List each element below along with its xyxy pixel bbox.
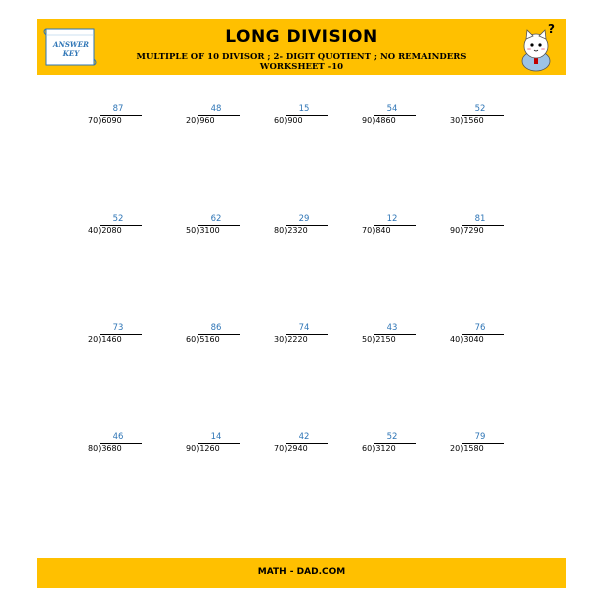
dividend: 1260	[199, 444, 220, 453]
divisor-dividend	[88, 226, 148, 236]
divisor: 40	[450, 335, 461, 344]
division-problem	[186, 104, 246, 128]
divisor-dividend	[362, 226, 422, 236]
divisor: 30	[274, 335, 285, 344]
divisor: 60	[186, 335, 197, 344]
quotient-answer: 52	[112, 214, 124, 224]
dividend: 6090	[101, 116, 122, 125]
division-problem	[274, 104, 334, 128]
dividend: 2940	[287, 444, 308, 453]
divisor-dividend	[362, 116, 422, 126]
subtitle-line2: WORKSHEET -10	[259, 62, 344, 72]
divisor: 70	[88, 116, 99, 125]
bracket-symbol: )	[284, 226, 288, 235]
divisor: 80	[88, 444, 99, 453]
quotient-answer: 81	[474, 214, 486, 224]
divisor: 60	[362, 444, 373, 453]
division-problem	[186, 214, 246, 238]
divisor: 80	[274, 226, 285, 235]
quotient-answer: 52	[386, 432, 398, 442]
dividend: 1580	[463, 444, 484, 453]
bracket-symbol: )	[460, 444, 464, 453]
dividend: 900	[287, 116, 303, 125]
divisor-dividend	[450, 116, 510, 126]
footer-text: MATH - DAD.COM	[257, 567, 346, 577]
division-problem	[274, 323, 334, 347]
quotient-answer: 73	[112, 323, 124, 333]
divisor-dividend	[186, 226, 246, 236]
bracket-symbol: )	[196, 116, 200, 125]
dividend: 1460	[101, 335, 122, 344]
dividend: 2320	[287, 226, 308, 235]
divisor: 90	[362, 116, 373, 125]
divisor-dividend	[186, 116, 246, 126]
footer-banner	[37, 558, 566, 588]
division-problem	[88, 432, 148, 456]
quotient-answer: 79	[474, 432, 486, 442]
divisor: 60	[274, 116, 285, 125]
quotient-answer: 42	[298, 432, 310, 442]
divisor-dividend	[450, 444, 510, 454]
quotient-answer: 52	[474, 104, 486, 114]
dividend: 2080	[101, 226, 122, 235]
divisor: 50	[362, 335, 373, 344]
quotient-answer: 74	[298, 323, 310, 333]
dividend: 1560	[463, 116, 484, 125]
divisor-dividend	[186, 444, 246, 454]
divisor-dividend	[450, 226, 510, 236]
quotient-answer: 76	[474, 323, 486, 333]
bracket-symbol: )	[460, 116, 464, 125]
dividend: 960	[199, 116, 215, 125]
bracket-symbol: )	[284, 116, 288, 125]
quotient-answer: 54	[386, 104, 398, 114]
quotient-answer: 62	[210, 214, 222, 224]
bracket-symbol: )	[98, 226, 102, 235]
division-problem	[450, 104, 510, 128]
divisor-dividend	[274, 444, 334, 454]
dividend: 3680	[101, 444, 122, 453]
division-problem	[362, 432, 422, 456]
page-title: LONG DIVISION	[225, 27, 378, 47]
bracket-symbol: )	[372, 226, 376, 235]
divisor: 90	[450, 226, 461, 235]
quotient-answer: 46	[112, 432, 124, 442]
quotient-answer: 29	[298, 214, 310, 224]
bracket-symbol: )	[196, 444, 200, 453]
division-problem	[88, 214, 148, 238]
bracket-symbol: )	[98, 335, 102, 344]
division-problem	[450, 432, 510, 456]
bracket-symbol: )	[460, 335, 464, 344]
divisor-dividend	[362, 444, 422, 454]
division-problem	[274, 214, 334, 238]
badge-line1: ANSWER	[53, 40, 89, 49]
dividend: 7290	[463, 226, 484, 235]
division-problem	[450, 214, 510, 238]
divisor: 20	[450, 444, 461, 453]
subtitle-line1: MULTIPLE OF 10 DIVISOR ; 2- DIGIT QUOTIENT ; NO REMAINDERS	[136, 52, 467, 62]
quotient-answer: 15	[298, 104, 310, 114]
division-problem	[88, 104, 148, 128]
divisor: 70	[362, 226, 373, 235]
dividend: 3040	[463, 335, 484, 344]
division-problem	[362, 214, 422, 238]
divisor: 20	[88, 335, 99, 344]
dividend: 3100	[199, 226, 220, 235]
bracket-symbol: )	[284, 444, 288, 453]
bracket-symbol: )	[196, 335, 200, 344]
division-problem	[186, 323, 246, 347]
division-problem	[88, 323, 148, 347]
bracket-symbol: )	[372, 444, 376, 453]
quotient-answer: 12	[386, 214, 398, 224]
divisor-dividend	[362, 335, 422, 345]
bracket-symbol: )	[98, 444, 102, 453]
bracket-symbol: )	[284, 335, 288, 344]
dividend: 2150	[375, 335, 396, 344]
dividend: 3120	[375, 444, 396, 453]
divisor: 50	[186, 226, 197, 235]
quotient-answer: 43	[386, 323, 398, 333]
divisor-dividend	[88, 116, 148, 126]
divisor-dividend	[186, 335, 246, 345]
divisor-dividend	[88, 335, 148, 345]
divisor-dividend	[450, 335, 510, 345]
dividend: 4860	[375, 116, 396, 125]
division-problem	[274, 432, 334, 456]
divisor-dividend	[274, 335, 334, 345]
bracket-symbol: )	[372, 335, 376, 344]
division-problem	[362, 104, 422, 128]
divisor: 20	[186, 116, 197, 125]
quotient-answer: 14	[210, 432, 222, 442]
badge-line2: KEY	[62, 49, 80, 58]
division-problem	[362, 323, 422, 347]
divisor: 70	[274, 444, 285, 453]
divisor: 90	[186, 444, 197, 453]
dividend: 840	[375, 226, 391, 235]
svg-text:?: ?	[548, 22, 555, 36]
division-problem	[450, 323, 510, 347]
quotient-answer: 86	[210, 323, 222, 333]
bracket-symbol: )	[98, 116, 102, 125]
quotient-answer: 48	[210, 104, 222, 114]
quotient-answer: 87	[112, 104, 124, 114]
bracket-symbol: )	[460, 226, 464, 235]
dividend: 2220	[287, 335, 308, 344]
divisor-dividend	[88, 444, 148, 454]
bracket-symbol: )	[196, 226, 200, 235]
divisor: 30	[450, 116, 461, 125]
dividend: 5160	[199, 335, 220, 344]
division-problem	[186, 432, 246, 456]
divisor-dividend	[274, 226, 334, 236]
bracket-symbol: )	[372, 116, 376, 125]
divisor-dividend	[274, 116, 334, 126]
divisor: 40	[88, 226, 99, 235]
